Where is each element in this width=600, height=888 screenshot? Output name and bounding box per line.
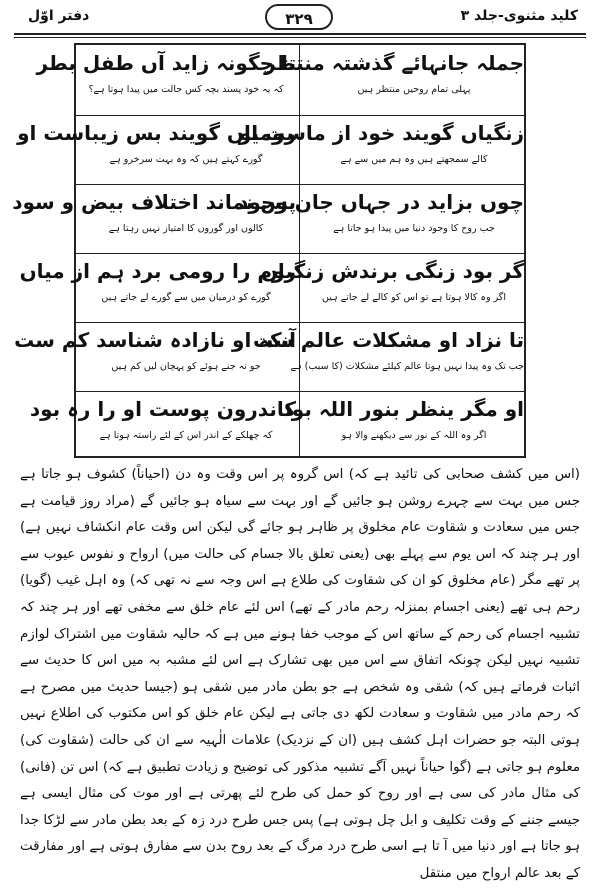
verse-left-gloss: گورے کہتے ہیں کہ وہ بہت سرخرو ہے [109,154,263,165]
verse-left-persian: روم را رومی برد ہم از میاں [19,259,296,283]
verse-left-persian: کاندرون پوست او را رہ بود [29,397,296,421]
verse-left-gloss: کہ چھلکے کے اندر اس کے لئے راستہ ہوتا ہے [99,430,273,441]
verse-row [36,45,524,116]
verse-right-gloss: اگر وہ اللہ کے نور سے دیکھنے والا ہو [341,430,487,441]
commentary-text [20,462,580,888]
verse-right-persian: گر بود زنگی برندش زنگیاں [260,259,524,283]
page-header [0,0,600,40]
verse-right-gloss: اگر وہ کالا ہوتا ہے تو اس کو کالے لے جاتے ہیں [322,292,506,303]
verse-right-persian: او مگر ینظر بنور اللہ بود [281,397,524,421]
verse-left-gloss: کہ یہ خود پسند بچہ کس حالت میں پیدا ہوتا ہے؟ [88,84,284,95]
verse-right-gloss: پہلی تمام روحیں منتظر ہیں [357,84,471,95]
verse-left-gloss: گورے کو درمیان میں سے گورے لے جاتے ہیں [101,292,271,303]
verse-left-persian: پس نماند اختلاف بیض و سود [12,190,296,214]
book-title: کلید مثنوی-جلد ۳ [460,8,578,24]
verse-row [17,115,524,185]
verse-row [19,253,524,323]
verse-right-persian: چوں بزاید در جہاں جان وجود [238,190,524,214]
commentary-paragraph: (اس میں کشف صحابی کی تائید ہے کہ) اس گروہ پر اس وقت وہ دن (احیاناً) کشوف ہو جاتا ہے جس میں بہت سے چہرے روشن ہو جائیں گے اور بہت سے سیاہ ہو جائیں گے (مراد روز قیامت ہے جس میں سعادت و شقاوت عام مخلوق پر ظاہر ہو جائے گی لیکن اس وقت عام انکشاف نہیں ہے) اور ہر چند کہ اس یوم سے پہلے بھی (یعنی تعلق بالا جسام کی حالت میں) ارواح و نفوس عیوب سے پر تھے مگر (عام مخلوق کو ان کی شقاوت کی طلاع ہے اس وجہ سے نہ تھی کہ) وہ اہل غیب (گویا) رحم ہی تھے (یعنی اجسام بمنزلہ رحم مادر کے تھے) اس لئے عام خلق سے مخفی تھے اور ہر چند کہ تشبیہ اجسام کی رحم کے ساتھ اس کے موجب خفا ہونے میں ہے کہ حالیہ شقاوت میں اشتراک لوازم تشبیہ نہیں لیکن چونکہ اتفاق سے اس میں بھی تشارک ہے اس لئے مشبہ بہ میں اس کا حدیث سے اثبات فرماتے ہیں کہ) شقی وہ شخص ہے جو بطن مادر میں شقی ہو (جیسا حدیث میں مصرح ہے کہ رحم مادر میں شقاوت و سعادت لکھ دی جاتی ہے لیکن عام خلق کو اس مکتوب کی اطلاع نہیں ہوتی البتہ جو حضرات اہل کشف ہیں (ان کے نزدیک) علامات الٰہیہ سے ان کی حالت (شقاوت کی) معلوم ہو جاتی ہے (گوا حیاناً نہیں آگے تشبیہ مذکور کی توضیح و زیادت تطبیق ہے کہ) اس تن (فانی) کی مثال مادر کی سی ہے اور روح کو حمل کی طرح لئے پھرتی ہے اور موت کی مثال ایسی ہے جیسے جننے کے وقت تکلیف و ابل چل ہوتی ہے) پس جس طرح درد زہ کے بعد بطن مادر سے لڑکا جدا ہو جاتا ہے اور دنیا میں آ تا ہے اسی طرح درد مرگ کے بعد روح بدن سے مفارق ہوتی ہے اور مفارقت کے بعد عالم ارواح میں منتقل [20,467,580,881]
verse-left-gloss: جو نہ جنے ہوئے کو پہچان لیں کم ہیں [111,361,261,372]
section-title: دفتر اوّل [28,8,90,24]
verse-right-gloss: جب تک وہ پیدا نہیں ہوتا عالم کیلئے مشکلات (کا سبب) ہے [290,361,524,372]
verse-left-persian: آنکہ او نازادہ شناسد کم ست [14,328,296,352]
verse-right-gloss: کالے سمجھتے ہیں وہ ہم میں سے ہے [340,154,488,165]
verse-row [29,391,524,456]
verse-left-persian: تا چگونہ زاید آں طفل بطر [36,51,296,75]
verse-left-gloss: کالوں اور گوروں کا امتیاز نہیں رہتا ہے [108,223,264,234]
verse-left-persian: رومیاں گویند بس زیباست او [17,121,296,145]
verse-right-persian: زنگیاں گویند خود از ماست او [238,121,524,145]
verse-row [14,322,524,392]
verse-row [12,184,524,254]
verse-right-persian: جملہ جانہائے گذشتہ منتظر [264,51,524,75]
verse-table [12,43,526,458]
header-rule-thin [14,37,586,38]
verse-right-persian: تا نزاد او مشکلات عالم ست [252,328,524,352]
page-number: ۳۲۹ [265,4,333,30]
header-rule [14,33,586,35]
verse-right-gloss: جب روح کا وجود دنیا میں پیدا ہو جاتا ہے [333,223,495,234]
